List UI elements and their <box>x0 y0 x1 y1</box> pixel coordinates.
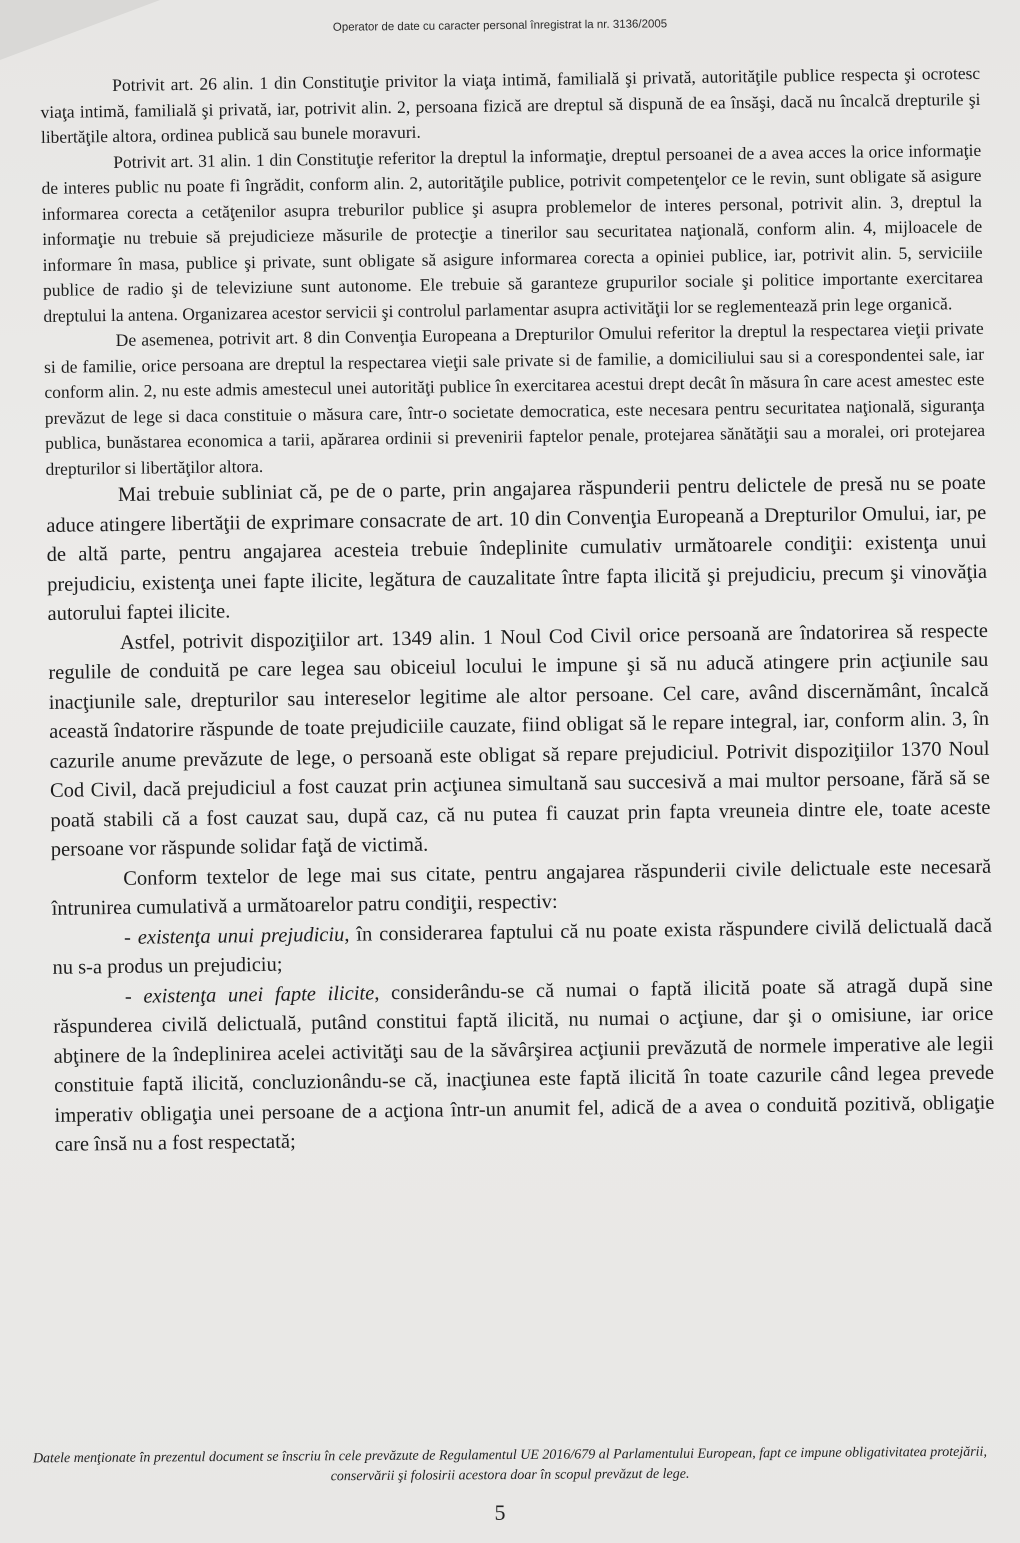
list-item <box>53 970 995 1160</box>
list-item-prefix: - <box>124 985 144 1008</box>
gdpr-footer-note: Datele menţionate în prezentul document se înscriu în cele prevăzute de Regulamentul UE 2016/679 al Parlamentului European, fapt ce impune obligativitatea protejării, conservării şi folosirii acestora doar în scopul prevăzut de lege. <box>32 1444 987 1485</box>
page-number: 5 <box>494 1500 506 1525</box>
paragraph-conditions-intro: Conform textelor de lege mai sus citate, pentru angajarea răspunderii civile delictuale este necesară întrunirea cumulativă a următoarelor patru condiţii, respectiv: <box>51 855 992 920</box>
document-body <box>40 61 995 1161</box>
paragraph-art26: Potrivit art. 26 alin. 1 din Constituţie privitor la viaţa intimă, familială şi privată, autorităţile publice respecta şi ocrotesc viaţa intimă, familială şi privată, iar, potrivit alin. 2, persoana fizică are dreptul să dispună de ea însăşi, dacă nu încalcă drepturile şi libertăţile altora, ordinea publică sau bunele moravuri. <box>40 62 981 147</box>
page-header: Operator de date cu caracter personal înregistrat la nr. 3136/2005 <box>332 18 668 34</box>
paragraph-press-liability: Mai trebuie subliniat că, pe de o parte, prin angajarea răspunderii pentru delictele de presă nu se poate aduce atingere libertăţii de exprimare consacrate de art. 10 din Convenţia Europeană a Drepturilor Omului, iar, pe de altă parte, pentru angajarea acesteia trebuie îndeplinite cumulativ următoarele condiţii: existenţa unui prejudiciu, existenţa unei fapte ilicite, legătura de cauzalitate între fapta ilicită şi prejudiciu, precum şi vinovăţia autorului faptei ilicite. <box>46 471 988 625</box>
paragraph-art8-cedo: De asemenea, potrivit art. 8 din Convenţia Europeana a Drepturilor Omului referitor la dreptul la respectarea vieţii private si de familie, orice persoana are dreptul la respectarea vieţii sale private si de familie, a domiciliului sau si a corespondentei sale, iar conform alin. 2, nu este admis amestecul unei autorităţi publice în exercitarea acestui drept decât în măsura în care acest amestec este prevăzut de lege si daca constituie o măsura care, într-o societate democratica, este necesara pentru securitatea naţională, siguranţa publica, bunăstarea economica a tarii, apărarea ordinii si prevenirii faptelor penale, protejarea sănătăţii sau a moralei, ori protejarea drepturilor si libertăţilor altora. <box>43 317 986 479</box>
list-item-title: existenţa unei fapte ilicite <box>143 981 375 1008</box>
list-item-title: existenţa unui prejudiciu <box>137 923 345 949</box>
list-item-text: , considerându-se că numai o faptă ilicită poate să atragă după sine răspunderea civilă delictuală, putând constitui faptă ilicită, nu numai o acţiune, dar şi o omisiune, iar orice abţinere de la îndeplinirea acelei activităţi sau de la săvârşirea acţiunii prevăzută de normele imperative ale legii constituie faptă ilicită, concluzionându-se că, inacţiunea este faptă ilicită în toate cazurile când legea prevede imperativ obligaţia unei persoane de a acţiona într-un anumit fel, adică de a avea o conduită pozitivă, obligaţie care însă nu a fost respectată; <box>53 973 995 1156</box>
list-item-prefix: - <box>123 926 138 949</box>
paragraph-art1349: Astfel, potrivit dispoziţiilor art. 1349 alin. 1 Noul Cod Civil orice persoană are îndatorirea să respecte regulile de conduită pe care legea sau obiceiul locului le impune şi să nu aducă atingere prin acţiunile sau inacţiunile sale, drepturilor sau intereselor legitime ale altor persoane. Cel care, având discernământ, încalcă această îndatorire răspunde de toate prejudiciile cauzate, fiind obligat să le repare integral, iar, conform alin. 3, în cazurile anume prevăzute de lege, o persoană este obligat să repare prejudiciul. Potrivit dispoziţiilor 1370 Noul Cod Civil, dacă prejudiciul a fost cauzat prin acţiunea simultană sau succesivă a mai multor persoane, fără să se poată stabili că a fost cauzat sau, după caz, că nu putea fi cauzat prin fapta vreuneia dintre ele, toate aceste persoane vor răspunde solidar faţă de victimă. <box>48 619 991 861</box>
list-item-text: , în considerarea faptului că nu poate exista răspundere civilă delictuală dacă nu s-a produs un prejudiciu; <box>52 914 993 979</box>
paragraph-art31: Potrivit art. 31 alin. 1 din Constituţie referitor la dreptul la informaţie, dreptul persoanei de a avea acces la orice informaţie de interes public nu poate fi îngrădit, conform alin. 2, autorităţile publice, potrivit competenţelor ce le revin, sunt obligate să asigure informarea corecta a cetăţenilor asupra treburilor publice şi asupra problemelor de interes personal, potrivit alin. 3, dreptul la informaţie nu trebuie să prejudicieze măsurile de protecţie a tinerilor sau securitatea naţională, conform alin. 4, mijloacele de informare în masa, publice şi private, sunt obligate să asigure informarea corecta a opiniei publice, iar, potrivit alin. 5, serviciile publice de radio şi de televiziune sunt autonome. Ele trebuie să garanteze grupurilor sociale şi politice importante exercitarea dreptului la antena. Organizarea acestor servicii şi controlul parlamentar asupra activităţii lor se reglementează prin lege organică. <box>41 139 984 326</box>
